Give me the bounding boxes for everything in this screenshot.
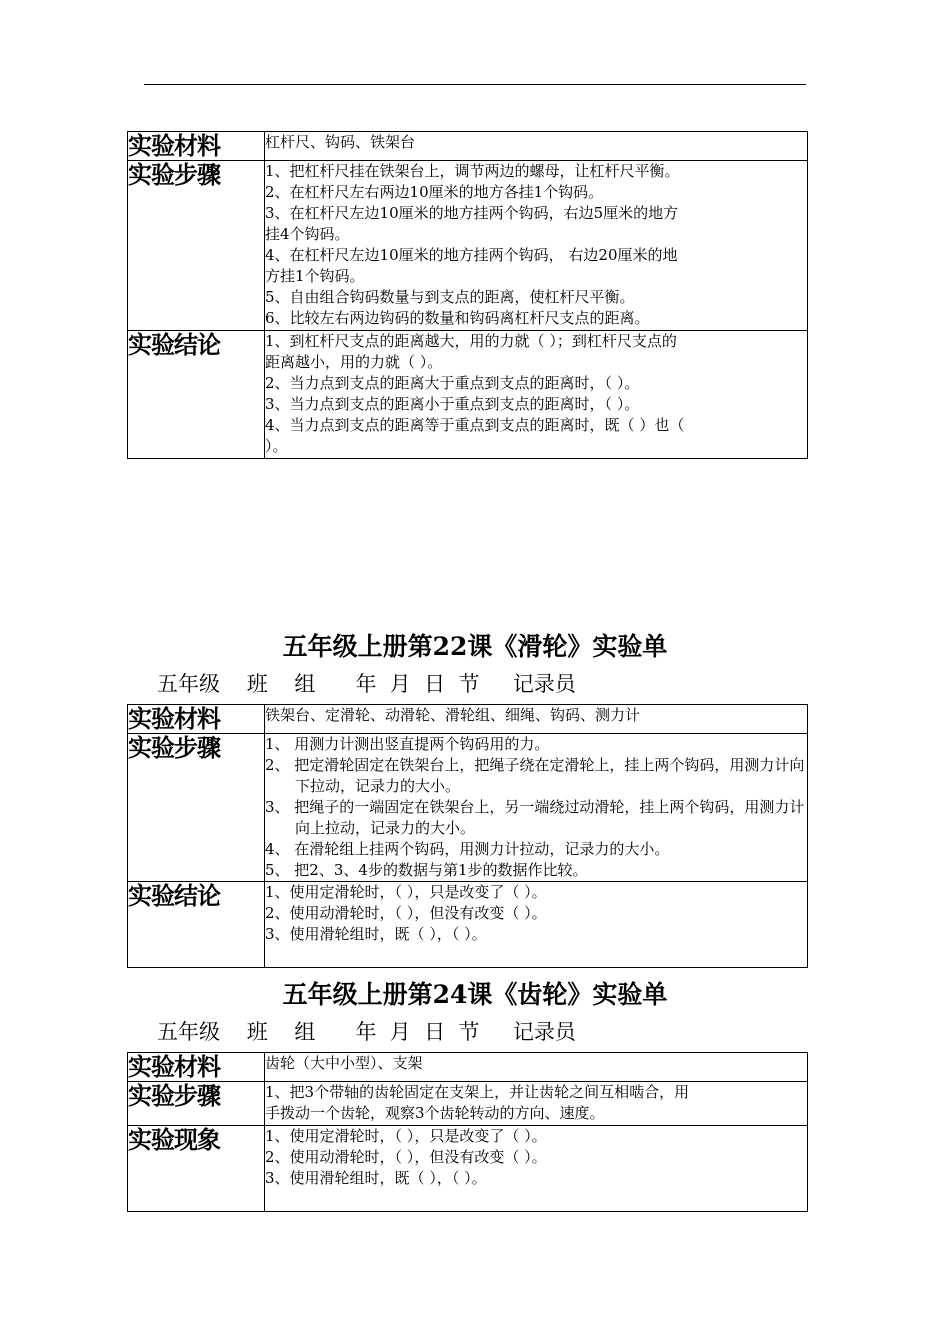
step-line: 挂4个钩码。 — [265, 225, 350, 243]
conclusion-label: 实验结论 — [128, 882, 265, 968]
gear-sheet-meta: 五年级 班 组 年 月 日 节 记录员 — [157, 1020, 576, 1044]
gear-sheet-title: 五年级上册第24课《齿轮》实验单 — [282, 980, 668, 1009]
conclusion-line: 1、使用定滑轮时，（ ），只是改变了（ ）。 — [265, 883, 547, 901]
conclusion-value — [265, 331, 808, 459]
materials-label: 实验材料 — [128, 132, 265, 161]
steps-label: 实验步骤 — [128, 1082, 265, 1126]
conclusion-line: 1、到杠杆尺支点的距离越大，用的力就（ ）；到杠杆尺支点的 — [265, 332, 677, 350]
phenomenon-label: 实验现象 — [128, 1126, 265, 1212]
step-line: 4、在杠杆尺左边10厘米的地方挂两个钩码， 右边20厘米的地 — [265, 246, 678, 264]
step-line: 5、自由组合钩码数量与到支点的距离，使杠杆尺平衡。 — [265, 288, 635, 306]
step-line: 3、在杠杆尺左边10厘米的地方挂两个钩码，右边5厘米的地方 — [265, 204, 679, 222]
step-line: 3、 把绳子的一端固定在铁架台上，另一端绕过动滑轮，挂上两个钩码，用测力计向上拉动，记录力的大小。 — [265, 798, 805, 837]
conclusion-line: 距离越小，用的力就（ ）。 — [265, 353, 443, 371]
conclusion-line: 2、当力点到支点的距离大于重点到支点的距离时，（ ）。 — [265, 374, 640, 392]
materials-label: 实验材料 — [128, 1053, 265, 1082]
step-line: 2、在杠杆尺左右两边10厘米的地方各挂1个钩码。 — [265, 183, 604, 201]
steps-value — [265, 1082, 808, 1126]
materials-value: 杠杆尺、钩码、铁架台 — [265, 132, 808, 161]
gear-experiment-table — [127, 1052, 808, 1212]
lever-experiment-table — [127, 131, 808, 459]
materials-value: 铁架台、定滑轮、动滑轮、滑轮组、细绳、钩码、测力计 — [265, 705, 808, 734]
conclusion-value — [265, 882, 808, 968]
step-line: 5、 把2、3、4步的数据与第1步的数据作比较。 — [265, 861, 588, 879]
step-line: 1、把3个带轴的齿轮固定在支架上，并让齿轮之间互相啮合，用 — [265, 1083, 690, 1101]
conclusion-line: 4、当力点到支点的距离等于重点到支点的距离时，既（ ）也（ — [265, 416, 685, 434]
step-line: 2、 把定滑轮固定在铁架台上，把绳子绕在定滑轮上，挂上两个钩码，用测力计向下拉动，记录力的大小。 — [265, 756, 805, 795]
header-rule — [144, 84, 806, 85]
steps-value — [265, 734, 808, 882]
pulley-sheet-title: 五年级上册第22课《滑轮》实验单 — [282, 632, 668, 661]
phenomenon-line: 2、使用动滑轮时，（ ），但没有改变（ ）。 — [265, 1148, 547, 1166]
step-line: 6、比较左右两边钩码的数量和钩码离杠杆尺支点的距离。 — [265, 309, 650, 327]
pulley-sheet-meta: 五年级 班 组 年 月 日 节 记录员 — [157, 672, 576, 696]
step-line: 1、 用测力计测出竖直提两个钩码用的力。 — [265, 735, 550, 753]
steps-label: 实验步骤 — [128, 734, 265, 882]
materials-label: 实验材料 — [128, 705, 265, 734]
step-line: 4、 在滑轮组上挂两个钩码，用测力计拉动，记录力的大小。 — [265, 840, 670, 858]
phenomenon-value — [265, 1126, 808, 1212]
conclusion-line: 3、使用滑轮组时，既（ ），（ ）。 — [265, 925, 487, 943]
pulley-experiment-table — [127, 704, 808, 968]
conclusion-line: 3、当力点到支点的距离小于重点到支点的距离时，（ ）。 — [265, 395, 640, 413]
phenomenon-line: 1、使用定滑轮时，（ ），只是改变了（ ）。 — [265, 1127, 547, 1145]
steps-label: 实验步骤 — [128, 161, 265, 331]
steps-value — [265, 161, 808, 331]
step-line: 方挂1个钩码。 — [265, 267, 365, 285]
conclusion-line: 2、使用动滑轮时，（ ），但没有改变（ ）。 — [265, 904, 547, 922]
step-line: 手拨动一个齿轮，观察3个齿轮转动的方向、速度。 — [265, 1104, 605, 1122]
step-line: 1、把杠杆尺挂在铁架台上，调节两边的螺母，让杠杆尺平衡。 — [265, 162, 680, 180]
conclusion-label: 实验结论 — [128, 331, 265, 459]
conclusion-line: ）。 — [265, 437, 288, 455]
materials-value: 齿轮（大中小型）、支架 — [265, 1053, 808, 1082]
phenomenon-line: 3、使用滑轮组时，既（ ），（ ）。 — [265, 1169, 487, 1187]
